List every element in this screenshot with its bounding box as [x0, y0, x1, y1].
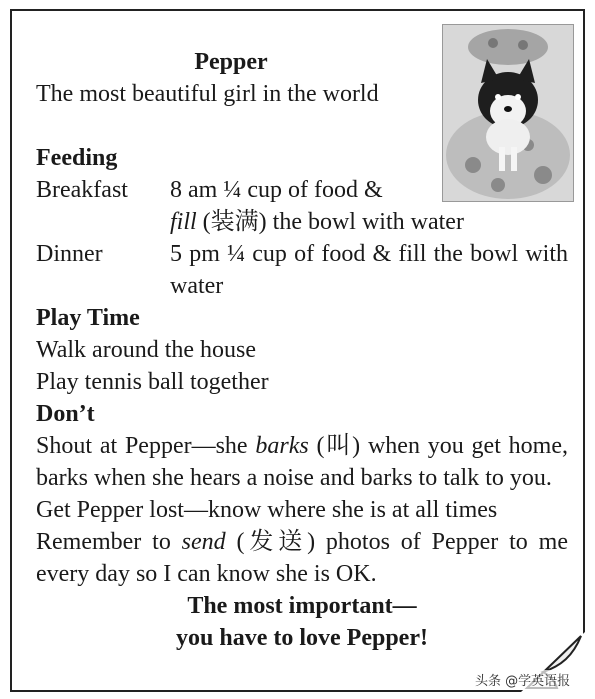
closing-line-2: you have to love Pepper! — [176, 625, 428, 651]
subtitle: The most beautiful girl in the world — [36, 81, 379, 107]
play-item: Walk around the house — [36, 337, 257, 363]
watermark: 头条 @学英语报 — [472, 670, 573, 689]
dont-shout-text — [36, 430, 568, 494]
pet-name-title: Pepper — [194, 49, 268, 75]
dinner-row — [36, 238, 568, 302]
remember-text — [36, 526, 568, 590]
feeding-heading: Feeding — [36, 145, 118, 171]
dont-lost-text: Get Pepper lost—know where she is at all times — [36, 497, 498, 523]
breakfast-water-text: (装满) the bowl with water — [196, 209, 464, 235]
send-word: send — [181, 529, 226, 555]
breakfast-water-line — [170, 206, 568, 238]
play-time-heading: Play Time — [36, 305, 140, 331]
dinner-text: 5 pm ¼ cup of food & fill the bowl with water — [170, 241, 568, 299]
closing-line-1: The most important— — [187, 593, 417, 619]
dont-heading: Don’t — [36, 401, 95, 427]
breakfast-text — [170, 174, 568, 238]
remember-text-end: (发送) photos of Pepper to me every day so I can know she is OK. — [36, 529, 568, 587]
breakfast-label: Breakfast — [36, 177, 128, 203]
shout-text-end: (叫) when you get home, barks when she hears a noise and barks to talk to you. — [36, 433, 569, 491]
fill-word: fill — [170, 209, 197, 235]
barks-word: barks — [255, 433, 309, 459]
breakfast-line: 8 am ¼ cup of food & — [170, 177, 383, 203]
breakfast-row — [36, 174, 568, 238]
shout-text-start: Shout at Pepper—she — [36, 433, 256, 459]
remember-text-start: Remember to — [36, 529, 182, 555]
play-item: Play tennis ball together — [36, 369, 269, 395]
dinner-label: Dinner — [36, 241, 103, 267]
document-page — [10, 9, 585, 692]
document-content — [36, 46, 568, 654]
